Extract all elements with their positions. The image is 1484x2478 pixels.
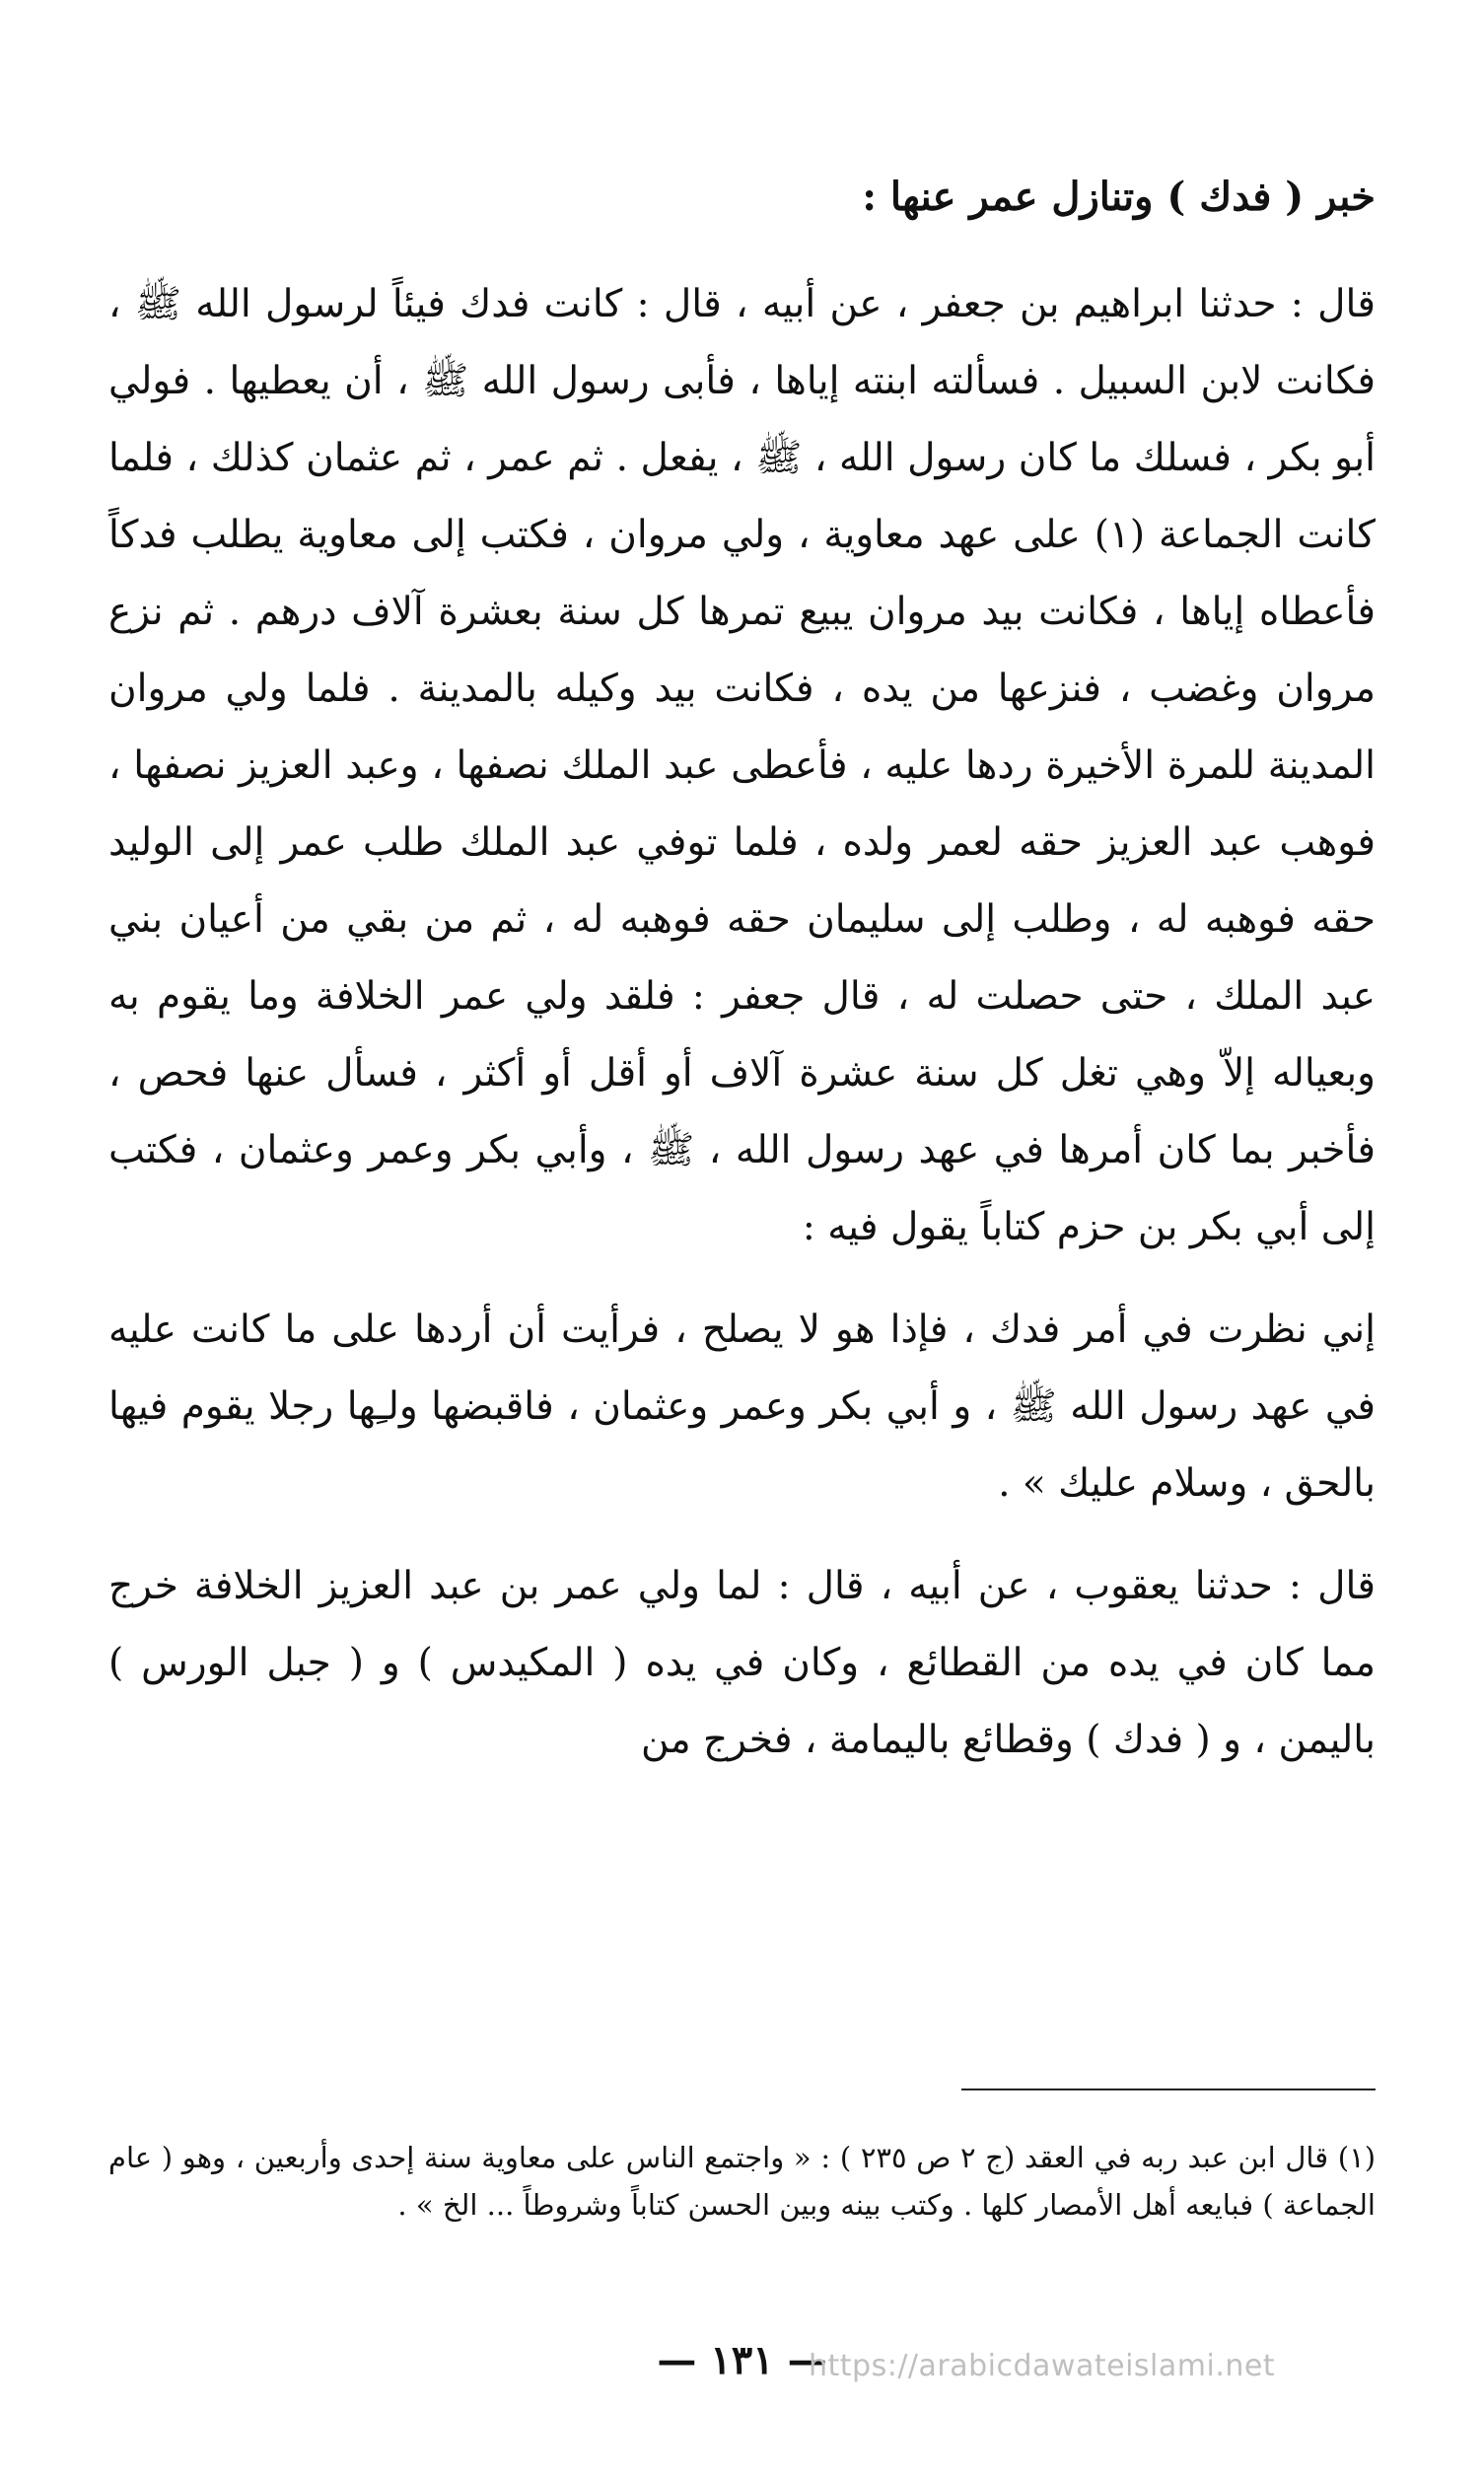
section-heading: خبر ( فدك ) وتنازل عمر عنها : <box>862 174 1376 220</box>
footnote-divider <box>961 2089 1376 2090</box>
paragraph-2: إني نظرت في أمر فدك ، فإذا هو لا يصلح ، فرأيت أن أردها على ما كانت عليه في عهد رسول الله ﷺ ، و أبي بكر وعمر وعثمان ، فاقبضها ولـِها رجلا يقوم فيها بالحق ، وسلام عليك » . <box>108 1308 1376 1506</box>
page-number: — ١٣١ — <box>657 2337 827 2383</box>
page-content <box>108 168 1376 1805</box>
footnote: (١) قال ابن عبد ربه في العقد (ج ٢ ص ٢٣٥ ) : « واجتمع الناس على معاوية سنة إحدى وأربعين ، وهو ( عام الجماعة ) فبايعه أهل الأمصار كلها . وكتب بينه وبين الحسن كتاباً وشروطاً ... الخ » . <box>108 2141 1377 2222</box>
watermark-url: https://arabicdawateislami.net <box>809 2349 1276 2383</box>
paragraph-3: قال : حدثنا يعقوب ، عن أبيه ، قال : لما ولي عمر بن عبد العزيز الخلافة خرج مما كان في يده من القطائع ، وكان في يده ( المكيدس ) و ( جبل الورس ) باليمن ، و ( فدك ) وقطائع باليمامة ، فخرج من <box>108 1564 1376 1762</box>
paragraph-1: قال : حدثنا ابراهيم بن جعفر ، عن أبيه ، قال : كانت فدك فيئاً لرسول الله ﷺ ، فكانت لابن السبيل . فسألته ابنته إياها ، فأبى رسول الله ﷺ ، أن يعطيها . فولي أبو بكر ، فسلك ما كان رسول الله ، ﷺ ، يفعل . ثم عمر ، ثم عثمان كذلك ، فلما كانت الجماعة (١) على عهد معاوية ، ولي مروان ، فكتب إلى معاوية يطلب فدكاً فأعطاه إياها ، فكانت بيد مروان يبيع تمرها كل سنة بعشرة آلاف درهم . ثم نزع مروان وغضب ، فنزعها من يده ، فكانت بيد وكيله بالمدينة . فلما ولي مروان المدينة للمرة الأخيرة ردها عليه ، فأعطى عبد الملك نصفها ، وعبد العزيز نصفها ، فوهب عبد العزيز حقه لعمر ولده ، فلما توفي عبد الملك طلب عمر إلى الوليد حقه فوهبه له ، وطلب إلى سليمان حقه فوهبه له ، ثم من بقي من أعيان بني عبد الملك ، حتى حصلت له ، قال جعفر : فلقد ولي عمر الخلافة وما يقوم به وبعياله إلاّ وهي تغل كل سنة عشرة آلاف أو أقل أو أكثر ، فسأل عنها فحص ، فأخبر بما كان أمرها في عهد رسول الله ، ﷺ ، وأبي بكر وعمر وعثمان ، فكتب إلى أبي بكر بن حزم كتاباً يقول فيه : <box>108 282 1376 1249</box>
